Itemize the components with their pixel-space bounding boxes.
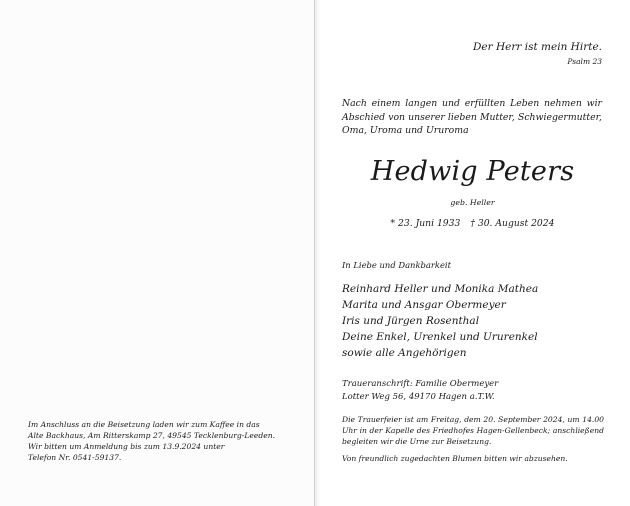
family-list xyxy=(342,281,538,361)
address-line: Lotter Weg 56, 49170 Hagen a.T.W. xyxy=(342,392,495,402)
coffee-line: Telefon Nr. 0541-59137. xyxy=(28,453,122,462)
family-member: sowie alle Angehörigen xyxy=(342,347,467,359)
life-dates xyxy=(315,218,630,229)
motto-verse: Der Herr ist mein Hirte. xyxy=(473,41,602,53)
deceased-name: Hedwig Peters xyxy=(370,156,575,187)
family-member: Deine Enkel, Urenkel und Ururenkel xyxy=(342,331,538,343)
family-member: Reinhard Heller und Monika Mathea xyxy=(342,283,539,295)
motto-source: Psalm 23 xyxy=(567,57,602,66)
coffee-line: Alte Backhaus, Am Ritterskamp 27, 49545 Tecklenburg-Leeden. xyxy=(28,431,276,440)
mourning-address xyxy=(342,378,498,404)
birth-name: geb. Heller xyxy=(450,198,495,207)
coffee-invitation xyxy=(28,419,298,463)
love-line: In Liebe und Dankbarkeit xyxy=(342,260,451,270)
coffee-line: Wir bitten um Anmeldung bis zum 13.9.2024 unter xyxy=(28,442,225,451)
flowers-note: Von freundlich zugedachten Blumen bitten wir abzusehen. xyxy=(342,454,568,463)
right-page xyxy=(315,0,630,506)
birth-date: * 23. Juni 1933 xyxy=(390,218,461,229)
family-member: Iris und Jürgen Rosenthal xyxy=(342,315,480,327)
intro-text: Nach einem langen und erfüllten Leben nehmen wir Abschied von unserer lieben Mutter, Schwiegermutter, Oma, Uroma und Ururoma xyxy=(342,98,602,136)
address-line: Traueranschrift: Familie Obermeyer xyxy=(342,379,499,389)
coffee-line: Im Anschluss an die Beisetzung laden wir zum Kaffee in das xyxy=(28,420,260,429)
death-date: † 30. August 2024 xyxy=(470,218,555,229)
left-page xyxy=(0,0,314,506)
family-member: Marita und Ansgar Obermeyer xyxy=(342,299,506,311)
ceremony-info: Die Trauerfeier ist am Freitag, dem 20. September 2024, um 14.00 Uhr in der Kapelle des Friedhofes Hagen-Gellenbeck; anschließend begleiten wir die Urne zur Beisetzung. xyxy=(342,415,604,446)
